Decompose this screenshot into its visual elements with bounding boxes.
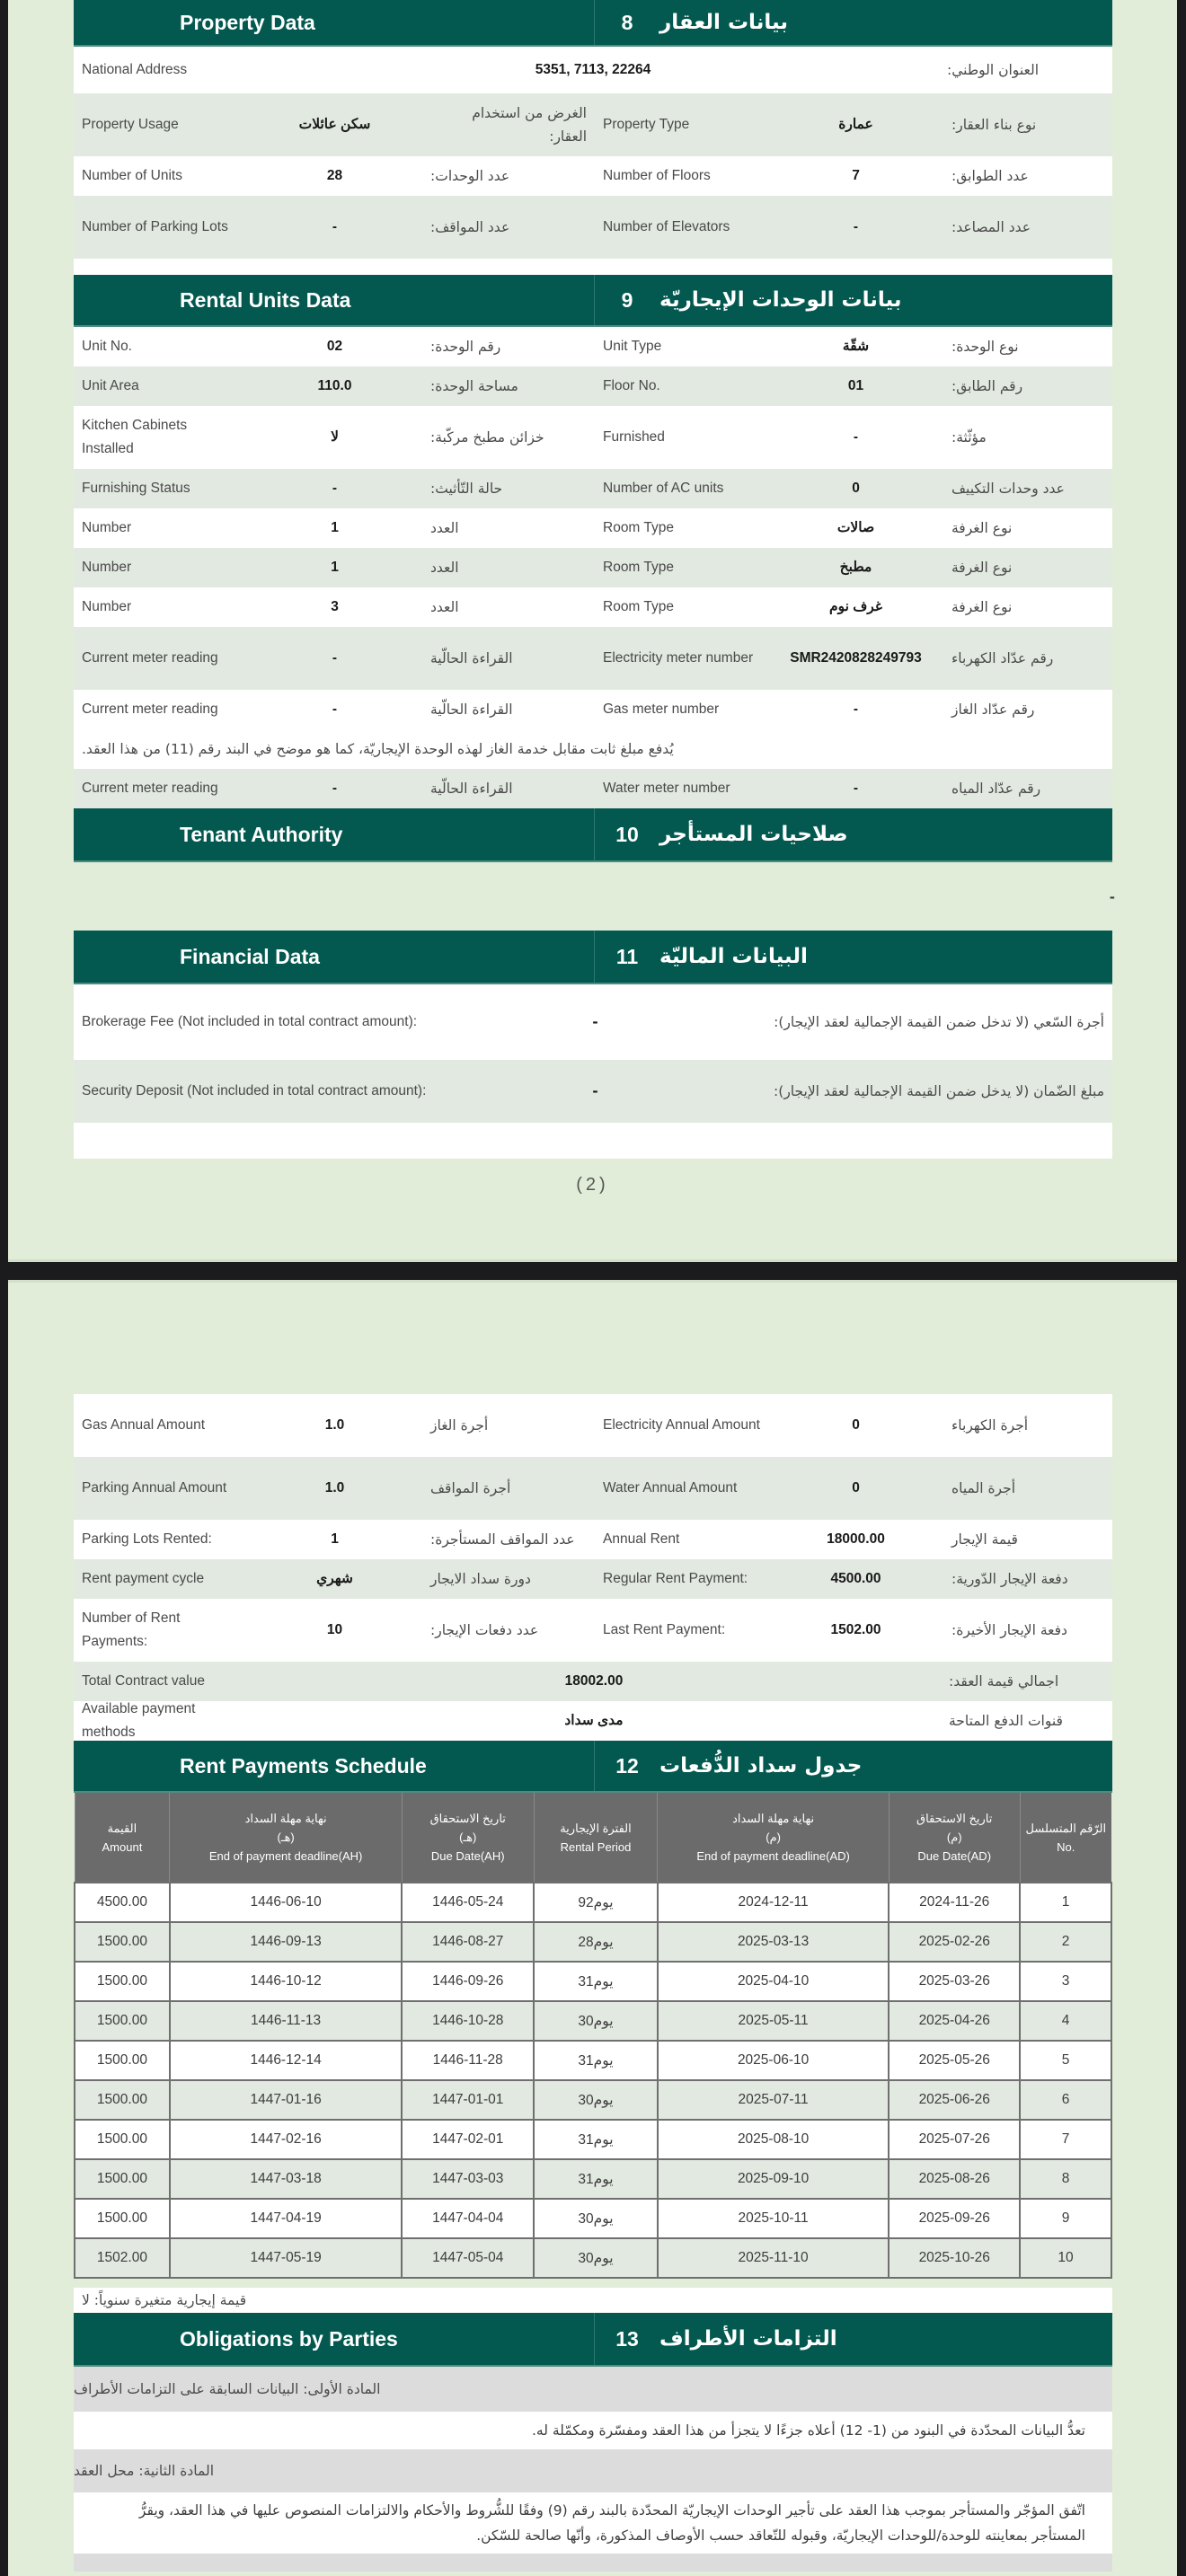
label-ar: عدد وحدات التكييف xyxy=(951,481,1065,497)
label-ar: القراءة الحالّية xyxy=(430,781,513,797)
value: 4500.00 xyxy=(830,1571,881,1586)
data-row xyxy=(74,93,1112,156)
table-row: 1500.00 1446-10-12 1446-09-26 31يوم 2025-04-10 2025-03-26 3 xyxy=(75,1962,1111,2001)
label-en: Available payment methods xyxy=(82,1701,196,1740)
label-en: National Address xyxy=(82,62,188,77)
col-end-deadline-ah: نهاية مهلة السداد (هـ) End of payment deadline(AH) xyxy=(170,1793,403,1883)
label-ar: نوع الغرفة xyxy=(951,560,1013,576)
section-number: 12 xyxy=(615,1753,639,1778)
gas-note: يُدفع مبلغ ثابت مقابل خدمة الغاز لهذه الوحدة الإيجاريّة، كما هو موضح في البند رقم (11) من هذا العقد. xyxy=(82,741,674,757)
section-header-tenant-authority xyxy=(74,808,1112,862)
data-row xyxy=(74,156,1112,196)
value: لا xyxy=(331,429,339,445)
value: - xyxy=(853,701,859,717)
value: - xyxy=(332,219,338,234)
value: شهري xyxy=(316,1571,353,1586)
label-en: Property Type xyxy=(603,117,690,132)
table-row: 1500.00 1446-09-13 1446-08-27 28يوم 2025-03-13 2025-02-26 2 xyxy=(75,1922,1111,1962)
data-row xyxy=(74,769,1112,808)
table-row: 1500.00 1447-03-18 1447-03-03 31يوم 2025-09-10 2025-08-26 8 xyxy=(75,2159,1111,2199)
value: - xyxy=(332,781,338,796)
label-en: Unit Area xyxy=(82,378,139,393)
label-en: Number of Rent Payments: xyxy=(82,1610,181,1649)
article-title-next xyxy=(74,2554,1112,2572)
article-text: اتّفق المؤجّر والمستأجر بموجب هذا العقد على تأجير الوحدات الإيجاريّة المحدّدة بالبند رقم (9) وفقًا للشُّروط والأحكام والالتزامات المنصوص عليها في هذا العقد، ويقرُّ المستأجر بمعاينته للوحدة/للوحدات الإيجاريّة، وقبوله للتّعاقد حسب الأوصاف المذكورة، وأنّها صالحة للسّكن. xyxy=(74,2492,1112,2554)
section-number: 11 xyxy=(615,944,639,968)
label-en: Property Usage xyxy=(82,117,179,132)
label-en: Rent payment cycle xyxy=(82,1571,205,1586)
label-ar: عدد الطوابق: xyxy=(951,168,1029,184)
data-row xyxy=(74,196,1112,259)
label-ar: مساحة الوحدة: xyxy=(430,378,518,394)
label-ar: الغرض من استخدام العقار: xyxy=(472,105,587,145)
tenant-authority-body xyxy=(74,862,1115,931)
value: 10 xyxy=(326,1622,343,1637)
value: مطبخ xyxy=(839,560,872,575)
label-ar: قيمة الإيجار xyxy=(951,1531,1018,1548)
label-en: Current meter reading xyxy=(82,650,218,666)
label-ar: أجرة المواقف xyxy=(430,1480,511,1496)
section-title-ar: التزامات الأطراف xyxy=(659,2327,837,2351)
label-ar: رقم عدّاد المياه xyxy=(951,781,1041,797)
label-ar: دفعة الإيجار الأخيرة: xyxy=(951,1622,1067,1638)
label-en: Current meter reading xyxy=(82,781,218,796)
data-row xyxy=(74,627,1112,690)
table-row: 4500.00 1446-06-10 1446-05-24 92يوم 2024-12-11 2024-11-26 1 xyxy=(75,1883,1111,1922)
spacer xyxy=(74,2279,1112,2288)
section-title-ar: بيانات الوحدات الإيجاريّة xyxy=(659,288,902,312)
label-ar: القراءة الحالّية xyxy=(430,701,513,718)
label-en: Number of Elevators xyxy=(603,219,730,234)
data-row xyxy=(74,469,1112,508)
col-number: الرّقم المتسلسل No. xyxy=(1020,1793,1111,1883)
gas-note-row xyxy=(74,729,1112,769)
label-ar: العدد xyxy=(430,599,459,615)
label-ar: رقم الطابق: xyxy=(951,378,1023,394)
value: - xyxy=(332,701,338,717)
label-ar: العنوان الوطني: xyxy=(947,62,1039,78)
label-ar: نوع بناء العقار: xyxy=(951,117,1037,133)
section-header-property-data xyxy=(74,0,1112,47)
label-ar: عدد المواقف: xyxy=(430,219,510,235)
section-title-en: Financial Data xyxy=(74,931,595,983)
variable-rent-note: قيمة إيجارية متغيرة سنوياً: لا xyxy=(82,2292,247,2308)
col-rental-period: الفترة الإيجارية Rental Period xyxy=(534,1793,658,1883)
section-number: 9 xyxy=(621,287,633,312)
label-en: Number of Units xyxy=(82,168,182,183)
page-2-content xyxy=(74,1394,1112,2572)
table-row: 1500.00 1446-12-14 1446-11-28 31يوم 2025-06-10 2025-05-26 5 xyxy=(75,2041,1111,2080)
table-header-row xyxy=(75,1793,1111,1883)
col-end-deadline-ad: نهاية مهلة السداد (م) End of payment deadline(AD) xyxy=(658,1793,890,1883)
data-row xyxy=(74,587,1112,627)
table-row: 1500.00 1447-01-16 1447-01-01 30يوم 2025-07-11 2025-06-26 6 xyxy=(75,2080,1111,2120)
value: سكن عائلات xyxy=(298,117,371,132)
label-en: Number of AC units xyxy=(603,481,724,496)
label-en: Room Type xyxy=(603,599,674,614)
value: - xyxy=(853,429,859,445)
label-ar: عدد المصاعد: xyxy=(951,219,1031,235)
label-ar: نوع الغرفة xyxy=(951,599,1013,615)
electricity-meter-value: SMR2420828249793 xyxy=(790,650,922,666)
label-ar: رقم الوحدة: xyxy=(430,339,501,355)
data-row xyxy=(74,327,1112,366)
label-ar: اجمالي قيمة العقد: xyxy=(949,1673,1059,1689)
data-row xyxy=(74,1394,1112,1457)
label-ar: مبلغ الضّمان (لا يدخل ضمن القيمة الإجمالية لعقد الإيجار): xyxy=(774,1083,1104,1099)
document-page-1 xyxy=(8,0,1177,1262)
value: 1 xyxy=(331,1531,339,1547)
value: 1 xyxy=(331,560,339,575)
label-ar: أجرة السّعي (لا تدخل ضمن القيمة الإجمالية لعقد الإيجار): xyxy=(774,1014,1104,1030)
label-ar: أجرة الغاز xyxy=(430,1417,489,1434)
label-ar: عدد دفعات الإيجار: xyxy=(430,1622,539,1638)
section-header-rent-schedule xyxy=(74,1741,1112,1793)
value: 28 xyxy=(326,168,343,183)
label-ar: مؤثّثة: xyxy=(951,429,987,446)
spacer-row xyxy=(74,1123,1112,1159)
table-row: 1500.00 1446-11-13 1446-10-28 30يوم 2025-05-11 2025-04-26 4 xyxy=(75,2001,1111,2041)
section-title-ar: صلاحيات المستأجر xyxy=(659,823,848,846)
section-number: 8 xyxy=(621,10,633,34)
table-row: 1500.00 1447-04-19 1447-04-04 30يوم 2025-10-11 2025-09-26 9 xyxy=(75,2199,1111,2238)
label-en: Number xyxy=(82,520,132,535)
value: 18000.00 xyxy=(827,1531,885,1547)
data-row xyxy=(74,690,1112,729)
label-en: Annual Rent xyxy=(603,1531,680,1547)
section-title-en: Rental Units Data xyxy=(74,275,595,325)
article-title: المادة الأولى: البيانات السابقة على التزامات الأطراف xyxy=(74,2367,1112,2412)
label-en: Unit No. xyxy=(82,339,132,354)
label-en: Water meter number xyxy=(603,781,730,796)
value: - xyxy=(592,1014,598,1030)
label-ar: نوع الغرفة xyxy=(951,520,1013,536)
section-number: 13 xyxy=(615,2326,639,2351)
label-ar: القراءة الحالّية xyxy=(430,650,513,666)
label-en: Current meter reading xyxy=(82,701,218,717)
label-en: Number of Parking Lots xyxy=(82,219,228,234)
data-row xyxy=(74,1457,1112,1520)
value: 0 xyxy=(852,481,860,496)
tenant-authority-value: - xyxy=(1109,889,1115,905)
value: عمارة xyxy=(838,117,873,132)
section-title-en: Rent Payments Schedule xyxy=(74,1741,595,1791)
label-en: Number of Floors xyxy=(603,168,711,183)
label-en: Parking Lots Rented: xyxy=(82,1531,212,1547)
label-ar: العدد xyxy=(430,520,459,536)
label-ar: عدد الوحدات: xyxy=(430,168,510,184)
value: صالات xyxy=(836,520,875,535)
label-en: Furnished xyxy=(603,429,665,445)
value: 3 xyxy=(331,599,339,614)
label-ar: حالة التّأثيث: xyxy=(430,481,503,497)
total-contract-row xyxy=(74,1662,1112,1701)
variable-rent-row xyxy=(74,2288,1112,2313)
payment-methods-value: مدى سداد xyxy=(564,1713,624,1728)
data-row xyxy=(74,406,1112,469)
label-ar: نوع الوحدة: xyxy=(951,339,1019,355)
document-page-2 xyxy=(8,1280,1177,2576)
label-ar: عدد المواقف المستأجرة: xyxy=(430,1531,575,1548)
article-title: المادة الثانية: محل العقد xyxy=(74,2449,1112,2492)
data-row xyxy=(74,548,1112,587)
label-en: Parking Annual Amount xyxy=(82,1480,227,1495)
label-en: Furnishing Status xyxy=(82,481,190,496)
label-en: Gas Annual Amount xyxy=(82,1417,206,1433)
value: 1502.00 xyxy=(830,1622,881,1637)
brokerage-fee-row xyxy=(74,984,1112,1060)
value: 110.0 xyxy=(317,378,352,393)
table-row: 1502.00 1447-05-19 1447-05-04 30يوم 2025-11-10 2025-10-26 10 xyxy=(75,2238,1111,2278)
label-en: Unit Type xyxy=(603,339,662,354)
section-number: 10 xyxy=(615,822,639,846)
section-title-ar: جدول سداد الدُّفعات xyxy=(659,1754,863,1778)
value: - xyxy=(853,219,859,234)
col-amount: القيمة Amount xyxy=(75,1793,170,1883)
security-deposit-row xyxy=(74,1060,1112,1123)
label-en: Kitchen Cabinets Installed xyxy=(82,418,188,456)
national-address-row xyxy=(74,47,1112,93)
data-row xyxy=(74,1559,1112,1599)
table-row: 1500.00 1447-02-16 1447-02-01 31يوم 2025-08-10 2025-07-26 7 xyxy=(75,2120,1111,2159)
payment-methods-row xyxy=(74,1701,1112,1741)
data-row xyxy=(74,508,1112,548)
col-due-date-ad: تاريخ الاستحقاق (م) Due Date(AD) xyxy=(889,1793,1020,1883)
label-en: Electricity Annual Amount xyxy=(603,1417,760,1433)
value: غرف نوم xyxy=(829,599,882,614)
label-en: Number xyxy=(82,560,132,575)
label-en: Water Annual Amount xyxy=(603,1480,738,1495)
label-ar: العدد xyxy=(430,560,459,576)
label-ar: أجرة الكهرباء xyxy=(951,1417,1029,1434)
section-title-ar: بيانات العقار xyxy=(659,11,788,34)
section-title-en: Obligations by Parties xyxy=(74,2313,595,2365)
value: - xyxy=(332,481,338,496)
page-number: (2) xyxy=(576,1175,609,1195)
total-contract-value: 18002.00 xyxy=(564,1673,624,1689)
label-en: Brokerage Fee (Not included in total contract amount): xyxy=(82,1014,418,1029)
label-ar: رقم عدّاد الكهرباء xyxy=(951,650,1054,666)
national-address-value: 5351, 7113, 22264 xyxy=(535,62,651,77)
data-row xyxy=(74,1599,1112,1662)
value: 1.0 xyxy=(324,1480,345,1495)
rent-schedule-table xyxy=(74,1793,1112,2279)
value: 1.0 xyxy=(324,1417,345,1433)
section-header-financial-data xyxy=(74,931,1112,984)
data-row xyxy=(74,366,1112,406)
label-ar: دورة سداد الايجار xyxy=(430,1571,531,1587)
value: - xyxy=(853,781,859,796)
value: 0 xyxy=(852,1480,860,1495)
page-1-content xyxy=(74,0,1115,1159)
label-en: Number xyxy=(82,599,132,614)
value: 01 xyxy=(847,378,864,393)
value: 02 xyxy=(326,339,343,354)
label-en: Room Type xyxy=(603,560,674,575)
section-title-en: Property Data xyxy=(74,0,595,45)
label-ar: خزائن مطبخ مركّبة: xyxy=(430,429,544,446)
label-en: Gas meter number xyxy=(603,701,720,717)
section-header-rental-units xyxy=(74,275,1112,327)
section-header-obligations xyxy=(74,2313,1112,2367)
value: 7 xyxy=(852,168,860,183)
label-en: Room Type xyxy=(603,520,674,535)
value: 0 xyxy=(852,1417,860,1433)
label-ar: دفعة الإيجار الدّورية: xyxy=(951,1571,1068,1587)
value: 1 xyxy=(331,520,339,535)
label-ar: أجرة المياه xyxy=(951,1480,1015,1496)
value: - xyxy=(592,1083,598,1099)
article-text: تعدُّ البيانات المحدّدة في البنود من (1- 12) أعلاه جزءًا لا يتجزأ من هذا العقد ومفسّرة ومكمّلة له. xyxy=(74,2412,1112,2449)
label-ar: قنوات الدفع المتاحة xyxy=(949,1713,1063,1729)
data-row xyxy=(74,1520,1112,1559)
label-en: Security Deposit (Not included in total contract amount): xyxy=(82,1083,427,1098)
label-en: Floor No. xyxy=(603,378,660,393)
section-title-ar: البيانات الماليّة xyxy=(659,945,808,968)
label-en: Last Rent Payment: xyxy=(603,1622,726,1637)
label-en: Electricity meter number xyxy=(603,650,754,666)
label-en: Total Contract value xyxy=(82,1673,205,1689)
label-en: Regular Rent Payment: xyxy=(603,1571,748,1586)
label-ar: رقم عدّاد الغاز xyxy=(951,701,1035,718)
col-due-date-ah: تاريخ الاستحقاق (هـ) Due Date(AH) xyxy=(402,1793,534,1883)
value: شقّة xyxy=(842,339,870,354)
section-title-en: Tenant Authority xyxy=(74,808,595,860)
spacer-row xyxy=(74,259,1112,275)
value: - xyxy=(332,650,338,666)
